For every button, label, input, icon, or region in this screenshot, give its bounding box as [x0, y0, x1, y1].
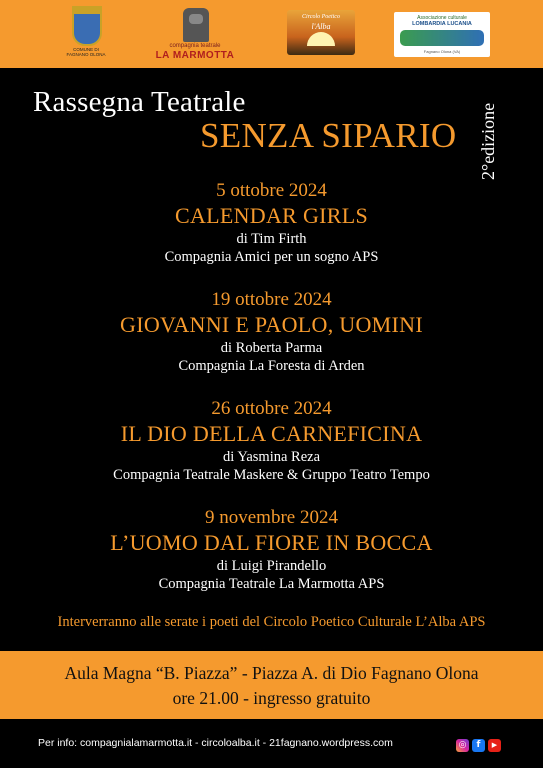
lucania-line3: Fagnano Olona (VA): [423, 49, 461, 54]
series-title: Rassegna Teatrale: [33, 86, 246, 118]
lucania-line1: Associazione culturale: [417, 15, 467, 21]
event-date: 9 novembre 2024: [205, 507, 338, 528]
series-name: SENZA SIPARIO: [200, 116, 457, 155]
alba-logo: [287, 10, 355, 55]
marmotta-name: LA MARMOTTA: [155, 50, 235, 61]
event-company: Compagnia Teatrale Maskere & Gruppo Teatro Tempo: [113, 467, 430, 483]
event-date: 5 ottobre 2024: [216, 180, 327, 201]
footer: [0, 736, 543, 756]
instagram-icon[interactable]: ◎: [456, 739, 469, 752]
sunrise-icon: [307, 32, 335, 46]
logo-bar: [0, 0, 543, 68]
comune-caption: COMUNE DI FAGNANO OLONA: [66, 47, 106, 57]
alba-line1: Circolo Poetico: [302, 14, 340, 20]
event-title: L’UOMO DAL FIORE IN BOCCA: [110, 530, 433, 555]
event-title: CALENDAR GIRLS: [174, 203, 369, 228]
event-1: [0, 180, 543, 266]
venue-box: [0, 651, 543, 719]
youtube-icon[interactable]: ▶: [488, 739, 501, 752]
event-company: Compagnia La Foresta di Arden: [178, 358, 365, 374]
venue-time: ore 21.00 - ingresso gratuito: [172, 688, 371, 708]
event-title: GIOVANNI E PAOLO, UOMINI: [120, 312, 423, 337]
crest-shield-icon: [72, 12, 102, 46]
event-company: Compagnia Teatrale La Marmotta APS: [158, 576, 385, 592]
event-title: IL DIO DELLA CARNEFICINA: [120, 421, 423, 446]
poets-note: Interverranno alle serate i poeti del Circolo Poetico Culturale L’Alba APS: [57, 614, 486, 630]
event-author: di Luigi Pirandello: [216, 558, 327, 574]
event-author: di Tim Firth: [236, 231, 307, 247]
venue-place: Aula Magna “B. Piazza” - Piazza A. di Dio Fagnano Olona: [64, 663, 479, 683]
map-icon: [400, 30, 484, 46]
marmotta-logo: [145, 8, 245, 62]
event-author: di Roberta Parma: [220, 340, 323, 356]
event-4: [0, 507, 543, 593]
footer-info: Per info: compagnialamarmotta.it - circoloalba.it - 21fagnano.wordpress.com: [38, 737, 393, 749]
event-3: [0, 398, 543, 484]
alba-line2: l'Alba: [311, 22, 331, 31]
marmotta-figure-icon: [183, 8, 209, 42]
facebook-icon[interactable]: f: [472, 739, 485, 752]
event-author: di Yasmina Reza: [222, 449, 321, 465]
edition-label: 2°edizione: [478, 102, 498, 180]
event-date: 26 ottobre 2024: [211, 398, 332, 419]
event-company: Compagnia Amici per un sogno APS: [164, 249, 379, 265]
marmotta-subtitle: compagnia teatrale: [169, 43, 221, 49]
event-2: [0, 289, 543, 375]
lucania-logo: [394, 12, 490, 57]
lucania-line2: LOMBARDIA LUCANIA: [412, 21, 472, 27]
comune-crest-logo: [64, 6, 108, 62]
event-date: 19 ottobre 2024: [211, 289, 332, 310]
